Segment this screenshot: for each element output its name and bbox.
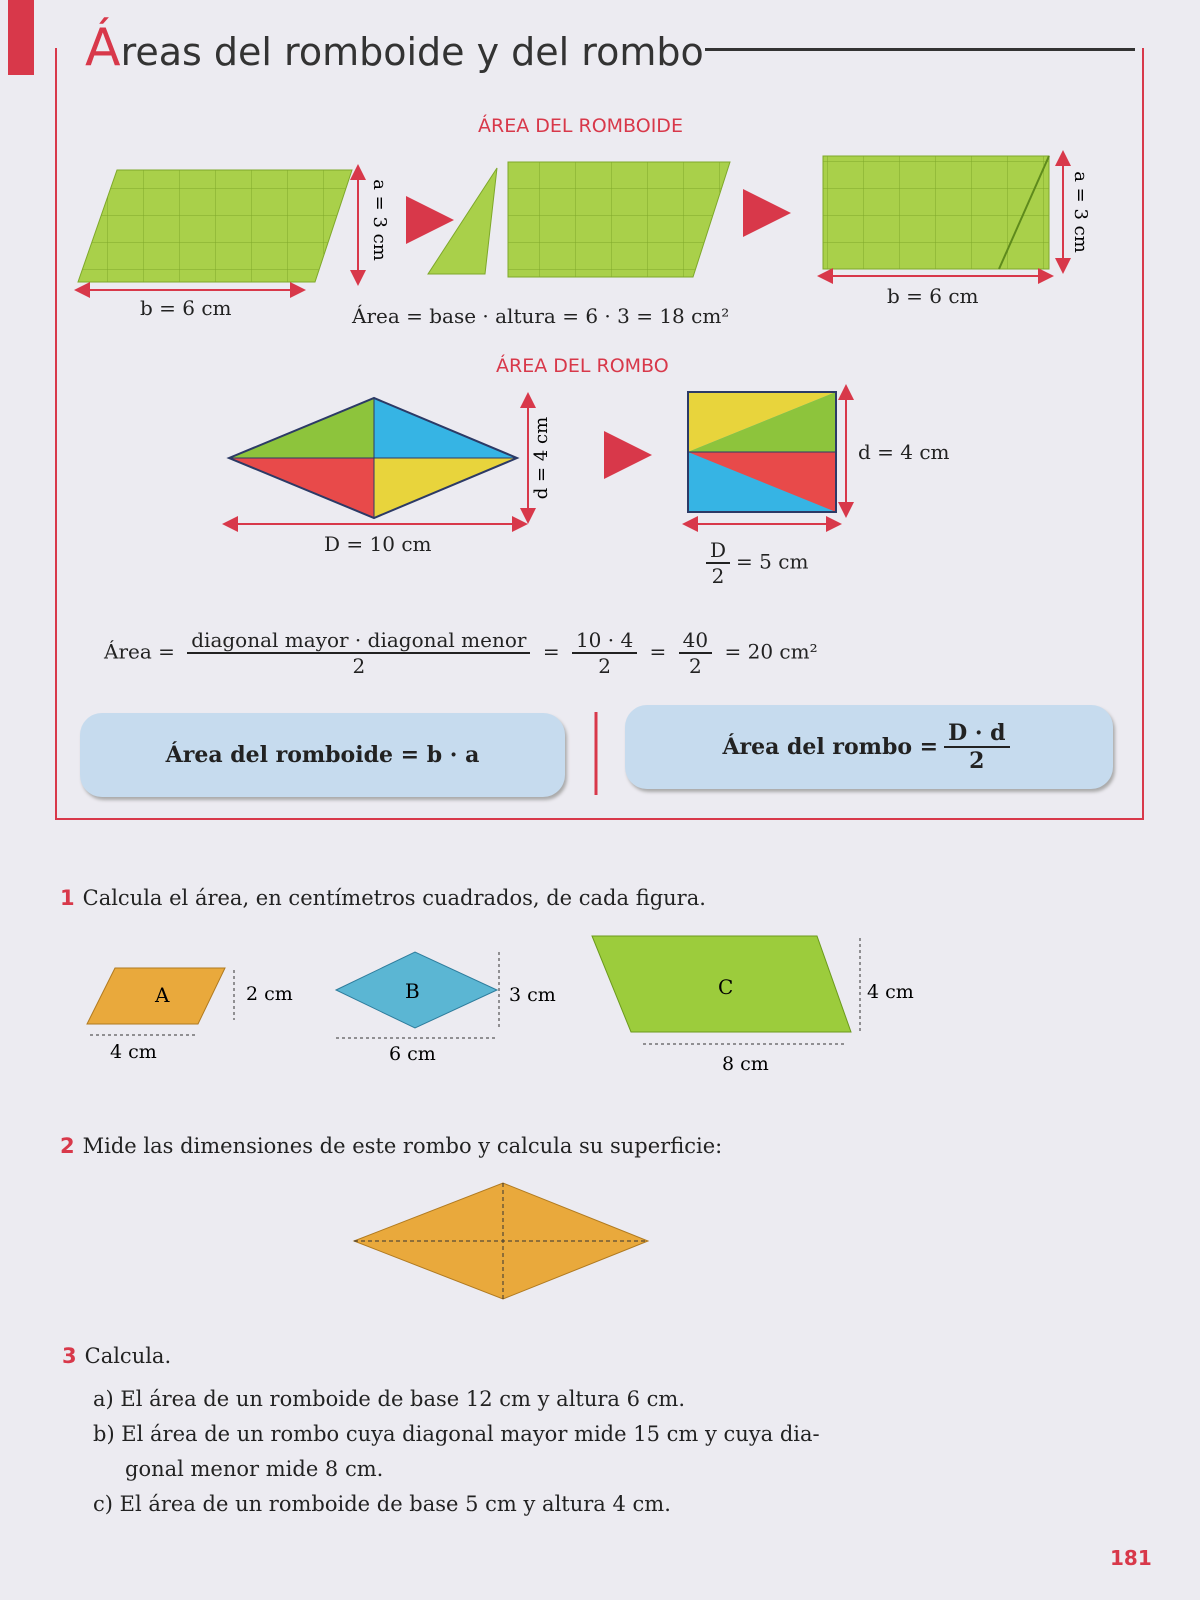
figure-label: C — [718, 975, 734, 999]
exercise-item: gonal menor mide 8 cm. — [125, 1457, 384, 1481]
romboide-figure — [78, 170, 352, 282]
base-label: 4 cm — [110, 1041, 157, 1063]
rombo-rectangle — [688, 392, 836, 512]
romboide-formula: Área = base · altura = 6 · 3 = 18 cm² — [352, 304, 730, 328]
exercise-item: a) El área de un romboide de base 12 cm y altura 6 cm. — [93, 1387, 685, 1411]
figure-label: A — [155, 983, 170, 1007]
romboide-summary-box: Área del romboide = b · a — [80, 713, 565, 797]
base-label: 8 cm — [722, 1053, 769, 1075]
rombo-summary-box: Área del rombo = $\frac{D \cdot d}{2}$ — [625, 705, 1113, 789]
exercise-2: 2 Mide las dimensiones de este rombo y calcula su superficie: — [60, 1134, 723, 1158]
figure-label: B — [405, 979, 420, 1003]
exercise-1: 1 Calcula el área, en centímetros cuadrados, de cada figura. — [60, 886, 706, 910]
D-label: D = 10 cm — [324, 532, 432, 556]
height-label: 2 cm — [246, 983, 293, 1005]
exercise-3: 3 Calcula. — [62, 1344, 172, 1368]
page-title: Áreas del romboide y del rombo — [85, 18, 704, 78]
remaining-trapezoid — [508, 162, 730, 277]
base-label: b = 6 cm — [887, 284, 979, 308]
exercise-item: c) El área de un romboide de base 5 cm y altura 4 cm. — [93, 1492, 671, 1516]
base-label: b = 6 cm — [140, 296, 232, 320]
rombo-figure — [229, 398, 517, 518]
rombo-heading: ÁREA DEL ROMBO — [496, 355, 669, 377]
height-label: a = 3 cm — [1070, 171, 1091, 253]
exercise-1-figures — [0, 920, 960, 1080]
rectangle-figure — [823, 156, 1049, 269]
cut-triangle — [428, 168, 497, 274]
romboide-heading: ÁREA DEL ROMBOIDE — [478, 115, 683, 137]
exercise-item: b) El área de un rombo cuya diagonal mayor mide 15 cm y cuya dia- — [93, 1422, 820, 1446]
rombo-formula: Área = $\frac{\text{diagonal mayor · diagonal menor}}{2}$ = $\frac{10 \cdot 4}{2}$ = $\frac{40}{2}$ = 20 cm² — [104, 628, 818, 678]
half-diagonal: $\frac{D}{2}$ = 5 cm — [700, 538, 808, 588]
exercise-3-list — [93, 1382, 820, 1522]
d-label: d = 4 cm — [531, 416, 552, 500]
d-label: d = 4 cm — [858, 440, 950, 464]
page-number: 181 — [1110, 1546, 1152, 1570]
height-label: 3 cm — [509, 984, 556, 1006]
height-label: a = 3 cm — [369, 179, 390, 261]
exercise-2-rhombus — [340, 1175, 660, 1305]
base-label: 6 cm — [389, 1043, 436, 1065]
height-label: 4 cm — [867, 981, 914, 1003]
